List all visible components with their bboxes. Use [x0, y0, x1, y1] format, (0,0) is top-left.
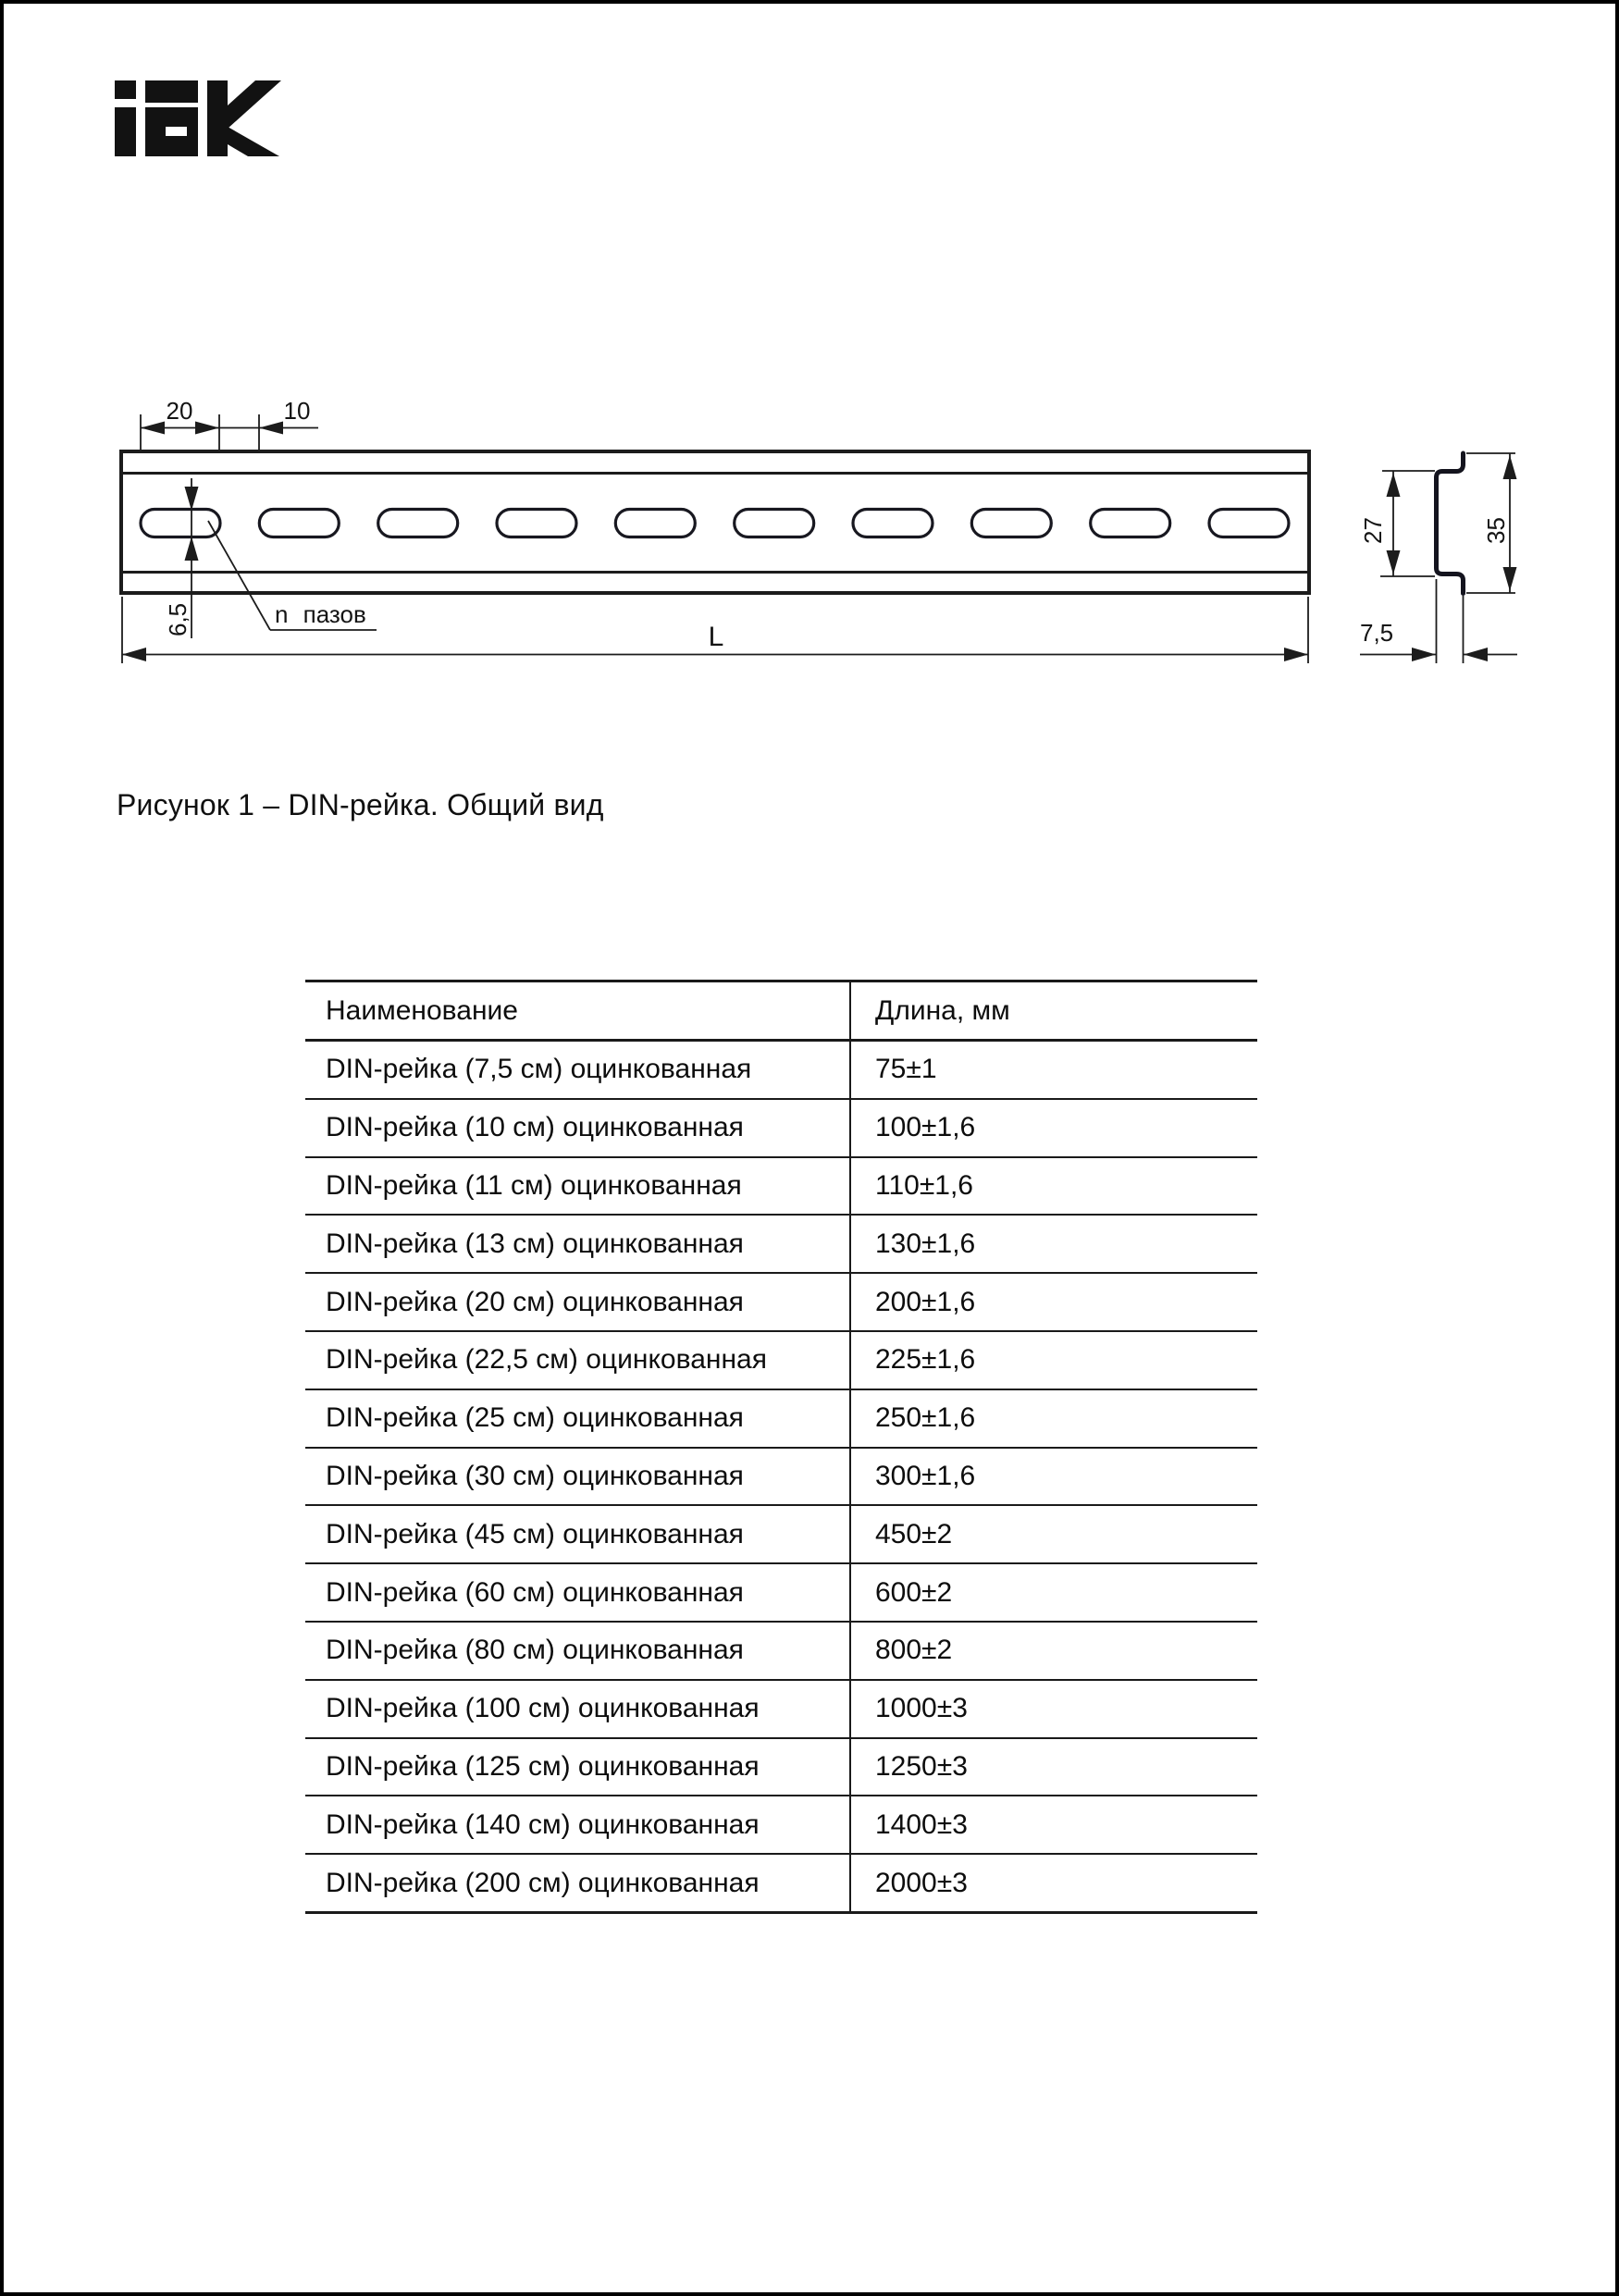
product-name-cell: DIN-рейка (7,5 см) оцинкованная	[326, 1054, 752, 1085]
din-rail-sizes-table	[305, 980, 1257, 1914]
length-cell: 1000±3	[850, 1680, 1257, 1738]
length-cell: 100±1,6	[850, 1099, 1257, 1157]
product-name-cell: DIN-рейка (30 см) оцинкованная	[326, 1460, 744, 1491]
dim-profile-depth	[1360, 579, 1517, 663]
length-cell: 75±1	[850, 1041, 1257, 1099]
table-row	[305, 1622, 1257, 1680]
iek-logo	[115, 80, 282, 157]
dim-profile-depth-label: 7,5	[1360, 619, 1394, 647]
column-header-length: Длина, мм	[850, 981, 1257, 1041]
logo-i-dot	[115, 80, 136, 99]
column-header-name: Наименование	[326, 994, 518, 1026]
length-cell: 130±1,6	[850, 1215, 1257, 1273]
product-name-cell: DIN-рейка (80 см) оцинкованная	[326, 1635, 744, 1666]
length-cell: 1400±3	[850, 1796, 1257, 1854]
product-name-cell: DIN-рейка (140 см) оцинкованная	[326, 1808, 760, 1840]
table-row	[305, 1041, 1257, 1099]
table-row	[305, 1273, 1257, 1331]
length-cell: 450±2	[850, 1505, 1257, 1563]
product-name-cell: DIN-рейка (13 см) оцинкованная	[326, 1228, 744, 1259]
length-cell: 2000±3	[850, 1854, 1257, 1912]
table-row	[305, 1331, 1257, 1389]
product-name-cell: DIN-рейка (10 см) оцинкованная	[326, 1112, 744, 1143]
product-name-cell: DIN-рейка (22,5 см) оцинкованная	[326, 1344, 767, 1376]
dim-slot-gap-label: 10	[283, 397, 311, 425]
dim-total-length-label: L	[708, 622, 724, 652]
dim-slot-height-label: 6,5	[164, 602, 192, 636]
logo-i-stem	[115, 107, 136, 156]
table-row	[305, 1099, 1257, 1157]
logo-k-lower-arm	[228, 127, 279, 156]
product-name-cell: DIN-рейка (60 см) оцинкованная	[326, 1576, 744, 1608]
dim-profile-inner-height-label: 27	[1359, 517, 1387, 544]
logo-e-top	[145, 80, 198, 103]
table-header-row	[305, 981, 1257, 1041]
dim-profile-full-height-label: 35	[1482, 517, 1510, 544]
dim-profile-full-height	[1466, 453, 1517, 593]
table-row	[305, 1448, 1257, 1506]
logo-e-notch	[166, 127, 187, 136]
table-row	[305, 1680, 1257, 1738]
product-name-cell: DIN-рейка (100 см) оцинкованная	[326, 1693, 760, 1724]
length-cell: 300±1,6	[850, 1448, 1257, 1506]
product-name-cell: DIN-рейка (20 см) оцинкованная	[326, 1286, 744, 1317]
table-row	[305, 1389, 1257, 1448]
length-cell: 1250±3	[850, 1738, 1257, 1796]
product-name-cell: DIN-рейка (25 см) оцинкованная	[326, 1402, 744, 1434]
dim-profile-inner-height	[1359, 471, 1435, 576]
length-cell: 110±1,6	[850, 1157, 1257, 1216]
product-name-cell: DIN-рейка (11 см) оцинкованная	[326, 1169, 742, 1201]
length-cell: 200±1,6	[850, 1273, 1257, 1331]
table-header	[305, 981, 1257, 1041]
length-cell: 600±2	[850, 1563, 1257, 1622]
table-row	[305, 1738, 1257, 1796]
product-name-cell: DIN-рейка (45 см) оцинкованная	[326, 1518, 744, 1549]
table-row	[305, 1854, 1257, 1912]
slots-count-note-label: n пазов	[275, 600, 366, 628]
table-row	[305, 1215, 1257, 1273]
table-row	[305, 1563, 1257, 1622]
length-cell: 800±2	[850, 1622, 1257, 1680]
figure-caption: Рисунок 1 – DIN-рейка. Общий вид	[117, 788, 604, 821]
din-rail-drawing	[4, 374, 1619, 679]
product-name-cell: DIN-рейка (125 см) оцинкованная	[326, 1750, 760, 1782]
logo-k-stem	[207, 80, 228, 156]
dim-slot-length-label: 20	[166, 397, 193, 425]
table-row	[305, 1505, 1257, 1563]
rail-cross-section	[1437, 453, 1464, 594]
logo-k-upper-arm	[228, 80, 281, 129]
rail-front-view	[121, 451, 1309, 593]
length-cell: 225±1,6	[850, 1331, 1257, 1389]
table-row	[305, 1157, 1257, 1216]
table-row	[305, 1796, 1257, 1854]
size-table-body	[305, 1041, 1257, 1913]
product-name-cell: DIN-рейка (200 см) оцинкованная	[326, 1867, 760, 1898]
length-cell: 250±1,6	[850, 1389, 1257, 1448]
